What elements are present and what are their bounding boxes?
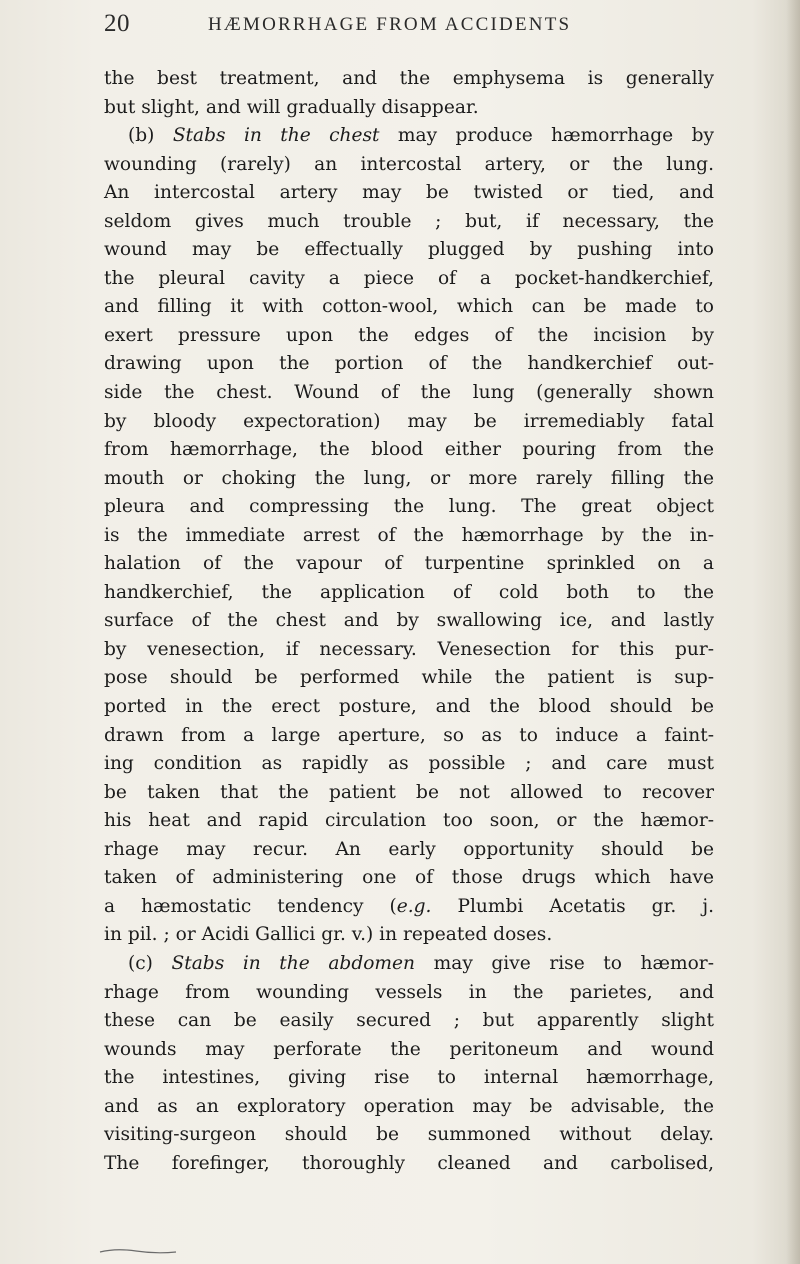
- running-title: HÆMORRHAGE FROM ACCIDENTS: [208, 14, 572, 35]
- text-line: drawn from a large aperture, so as to induce a faint-: [104, 724, 714, 746]
- text-line: but slight, and will gradually disappear.: [104, 96, 479, 118]
- text-line: by bloody expectoration) may be irremediably fatal: [104, 410, 714, 432]
- text-line: pleura and compressing the lung. The great object: [104, 496, 714, 518]
- text-line: exert pressure upon the edges of the incision by: [104, 324, 714, 346]
- pencil-underline-mark: [96, 1246, 396, 1258]
- text-line: drawing upon the portion of the handkerchief out-: [104, 353, 714, 375]
- text-line: wounds may perforate the peritoneum and wound: [104, 1038, 714, 1060]
- text-line: rhage from wounding vessels in the parietes, and: [104, 981, 714, 1003]
- text-line: halation of the vapour of turpentine sprinkled on a: [104, 553, 714, 575]
- text-line: ing condition as rapidly as possible ; and care must: [104, 753, 714, 775]
- text-line: is the immediate arrest of the hæmorrhage by the in-: [104, 524, 714, 546]
- text-line: by venesection, if necessary. Venesection for this pur-: [104, 638, 714, 660]
- text-line: wounding (rarely) an intercostal artery, or the lung.: [104, 153, 714, 175]
- text-line: handkerchief, the application of cold both to the: [104, 581, 714, 603]
- text-line: pose should be performed while the patient is sup-: [104, 667, 714, 689]
- text-line: ported in the erect posture, and the blood should be: [104, 696, 714, 718]
- text-line: mouth or choking the lung, or more rarely filling the: [104, 467, 714, 489]
- text-line-section-b: (b) Stabs in the chest may produce hæmorrhage by: [128, 125, 714, 147]
- text-line: and filling it with cotton-wool, which can be made to: [104, 296, 714, 318]
- text-line-eg: a hæmostatic tendency (e.g. Plumbi Acetatis gr. j.: [104, 895, 714, 917]
- running-header: [104, 8, 704, 44]
- italic-heading-c: Stabs in the abdomen: [171, 952, 416, 974]
- page-number: 20: [104, 10, 130, 37]
- text-line: from hæmorrhage, the blood either pouring from the: [104, 439, 714, 461]
- text-line: in pil. ; or Acidi Gallici gr. v.) in repeated doses.: [104, 924, 553, 946]
- text-line: visiting-surgeon should be summoned without delay.: [104, 1124, 714, 1146]
- text-line: side the chest. Wound of the lung (generally shown: [104, 382, 714, 404]
- text-line: The forefinger, thoroughly cleaned and carbolised,: [104, 1152, 714, 1174]
- text-line: be taken that the patient be not allowed to recover: [104, 781, 714, 803]
- text-line: rhage may recur. An early opportunity should be: [104, 838, 714, 860]
- text-line-section-c: (c) Stabs in the abdomen may give rise to hæmor-: [128, 952, 714, 974]
- text-line: seldom gives much trouble ; but, if necessary, the: [104, 210, 714, 232]
- text-line: his heat and rapid circulation too soon, or the hæmor-: [104, 810, 714, 832]
- text-line: the intestines, giving rise to internal hæmorrhage,: [104, 1067, 714, 1089]
- italic-heading-b: Stabs in the chest: [172, 125, 380, 147]
- text-line: taken of administering one of those drugs which have: [104, 867, 714, 889]
- italic-eg: e.g.: [396, 895, 432, 917]
- text-line: the best treatment, and the emphysema is generally: [104, 68, 714, 89]
- text-line: surface of the chest and by swallowing ice, and lastly: [104, 610, 714, 632]
- body-text: [104, 65, 714, 1178]
- text-line: the pleural cavity a piece of a pocket-handkerchief,: [104, 267, 714, 289]
- text-line: these can be easily secured ; but apparently slight: [104, 1010, 714, 1032]
- text-line: An intercostal artery may be twisted or tied, and: [104, 182, 714, 204]
- text-line: and as an exploratory operation may be advisable, the: [104, 1095, 714, 1117]
- text-line: wound may be effectually plugged by pushing into: [104, 239, 714, 261]
- page-edge-shadow: [786, 0, 800, 1264]
